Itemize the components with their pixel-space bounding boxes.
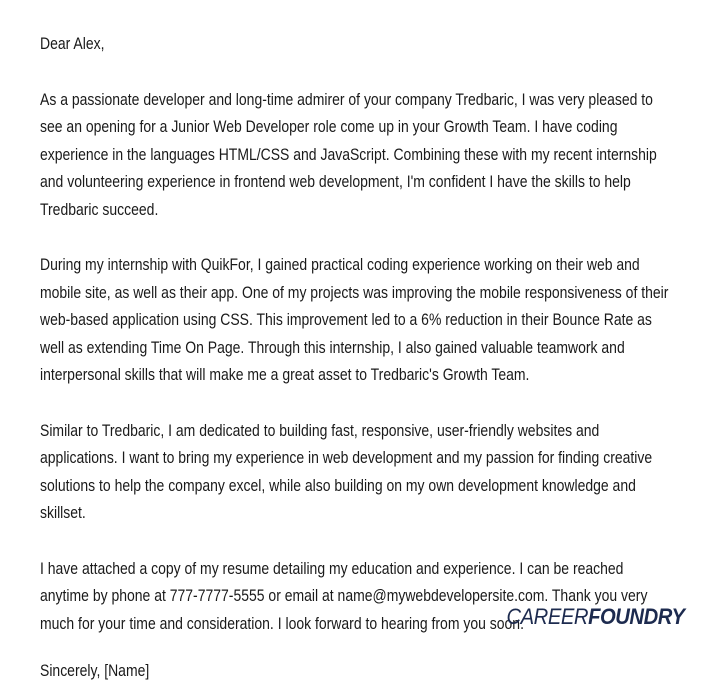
paragraph-motivation: Similar to Tredbaric, I am dedicated to building fast, responsive, user-friendly websites and applications. I want to bring my experience in web development and my passion for finding creative solutions to help the company excel, while also building on my own development knowledge and skillset. <box>40 421 653 522</box>
paragraph-internship: During my internship with QuikFor, I gained practical coding experience working on their web and mobile site, as well as their app. One of my projects was improving the mobile responsiveness of their web-based application using CSS. This improvement led to a 6% reduction in their Bounce Rate as well as extending Time On Page. Through this internship, I also gained valuable teamwork and interpersonal skills that will make me a great asset to Tredbaric's Growth Team. <box>40 256 669 384</box>
careerfoundry-logo <box>507 604 685 630</box>
salutation: Dear Alex, <box>40 35 105 53</box>
logo-foundry-text: FOUNDRY <box>588 604 685 629</box>
letter-body <box>40 31 668 686</box>
paragraph-closing: I have attached a copy of my resume detailing my education and experience. I can be reached anytime by phone at 777-7777-5555 or email at name@mywebdevelopersite.com. Thank you very much for your time and consideration. I look forward to hearing from you soon. <box>40 559 648 633</box>
paragraph-intro: As a passionate developer and long-time admirer of your company Tredbaric, I was very pleased to see an opening for a Junior Web Developer role come up in your Growth Team. I have coding experience in the languages HTML/CSS and JavaScript. Combining these with my recent internship and volunteering experience in frontend web development, I'm confident I have the skills to help Tredbaric succeed. <box>40 90 657 219</box>
logo-career-text: CAREER <box>506 604 589 629</box>
signoff: Sincerely, [Name] <box>40 662 150 680</box>
